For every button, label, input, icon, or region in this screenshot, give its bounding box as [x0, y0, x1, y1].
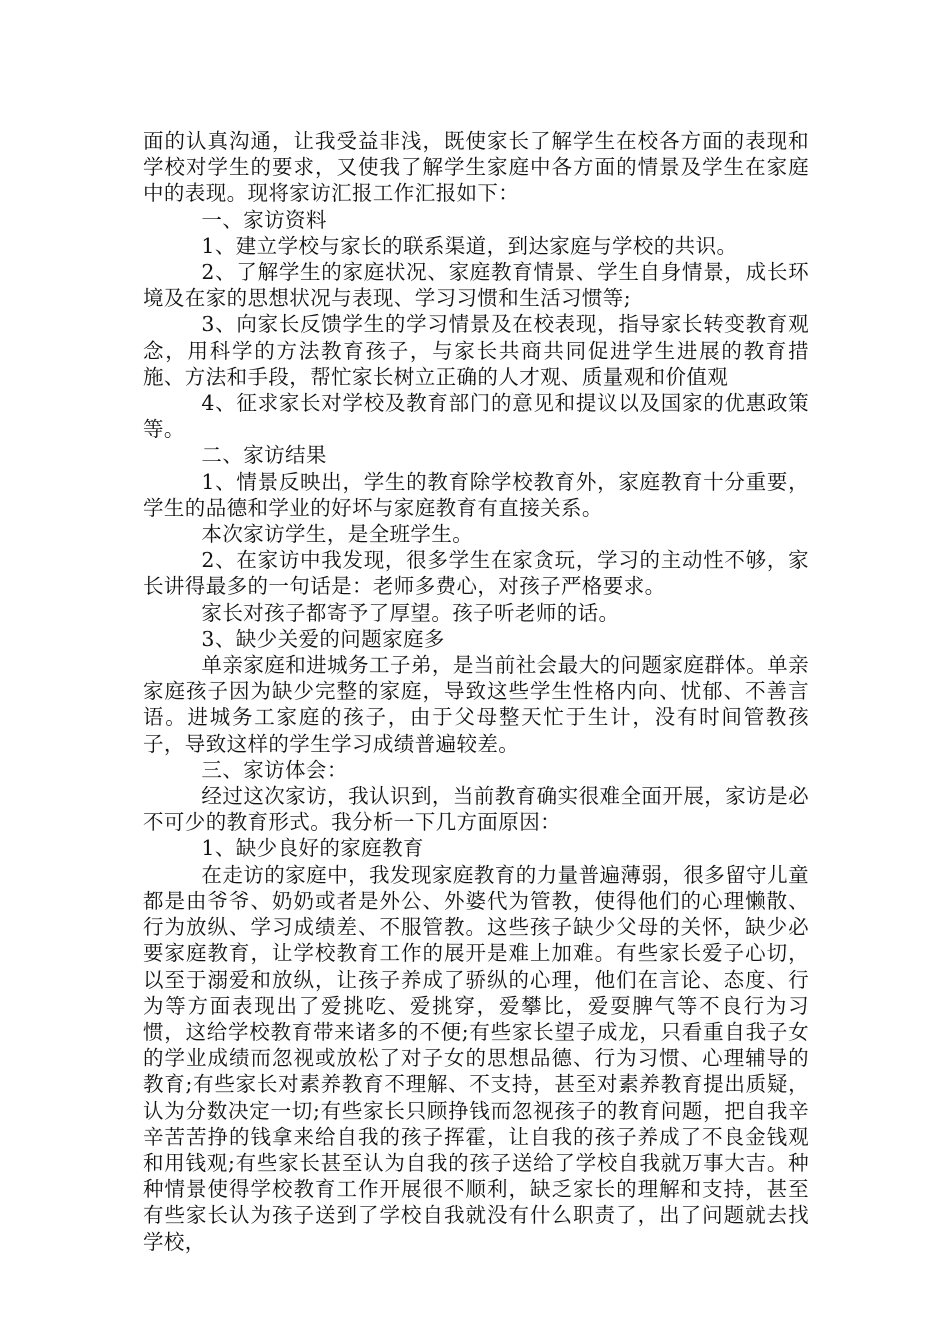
paragraph-family-education: 在走访的家庭中，我发现家庭教育的力量普遍薄弱，很多留守儿童都是由爷爷、奶奶或者是外公、外婆代为管教，使得他们的心理懒散、行为放纵、学习成绩差、不服管教。这些孩子缺少父母的关怀，缺少必要家庭教育，让学校教育工作的展开是难上加难。有些家长爱子心切，以至于溺爱和放纵，让孩子养成了骄纵的心理，他们在言论、态度、行为等方面表现出了爱挑吃、爱挑穿，爱攀比，爱耍脾气等不良行为习惯，这给学校教育带来诸多的不便;有些家长望子成龙，只看重自我子女的学业成绩而忽视或放松了对子女的思想品德、行为习惯、心理辅导的教育;有些家长对素养教育不理解、不支持，甚至对素养教育提出质疑，认为分数决定一切;有些家长只顾挣钱而忽视孩子的教育问题，把自我辛辛苦苦挣的钱拿来给自我的孩子挥霍，让自我的孩子养成了不良金钱观和用钱观;有些家长甚至认为自我的孩子送给了学校自我就万事大吉。种种情景使得学校教育工作开展很不顺利，缺乏家长的理解和支持，甚至有些家长认为孩子送到了学校自我就没有什么职责了，出了问题就去找学校， — [143, 862, 809, 1254]
paragraph-reflection-intro: 经过这次家访，我认识到，当前教育确实很难全面开展，家访是必不可少的教育形式。我分析一下几方面原因： — [143, 784, 809, 835]
paragraph-problem-families: 单亲家庭和进城务工子弟，是当前社会最大的问题家庭群体。单亲家庭孩子因为缺少完整的家庭，导致这些学生性格内向、忧郁、不善言语。进城务工家庭的孩子，由于父母整天忙于生计，没有时间管教孩子，导致这样的学生学习成绩普遍较差。 — [143, 653, 809, 756]
paragraph-intro-continuation: 面的认真沟通，让我受益非浅，既使家长了解学生在校各方面的表现和学校对学生的要求，又使我了解学生家庭中各方面的情景及学生在家庭中的表现。现将家访汇报工作汇报如下： — [143, 129, 809, 206]
paragraph-item-2: 2、了解学生的家庭状况、家庭教育情景、学生自身情景，成长环境及在家的思想状况与表现、学习习惯和生活习惯等; — [143, 260, 809, 311]
document-body — [143, 128, 809, 1255]
paragraph-item-4: 4、征求家长对学校及教育部门的意见和提议以及国家的优惠政策等。 — [143, 391, 809, 442]
section-heading-home-visit-results: 二、家访结果 — [201, 443, 327, 468]
paragraph-item-1: 1、建立学校与家长的联系渠道，到达家庭与学校的共识。 — [201, 233, 738, 258]
subheading-result-3: 3、缺少关爱的问题家庭多 — [201, 626, 445, 651]
section-heading-reflections: 三、家访体会： — [201, 757, 348, 782]
section-heading-home-visit-content: 一、家访资料 — [201, 207, 327, 232]
paragraph-result-1: 1、情景反映出，学生的教育除学校教育外，家庭教育十分重要，学生的品德和学业的好坏与家庭教育有直接关系。 — [143, 469, 809, 520]
subheading-reason-1: 1、缺少良好的家庭教育 — [201, 836, 424, 861]
paragraph-item-3: 3、向家长反馈学生的学习情景及在校表现，指导家长转变教育观念，用科学的方法教育孩子，与家长共商共同促进学生进展的教育措施、方法和手段，帮忙家长树立正确的人才观、质量观和价值观 — [143, 312, 809, 389]
paragraph-parent-expectations: 家长对孩子都寄予了厚望。孩子听老师的话。 — [201, 600, 620, 625]
paragraph-result-2: 2、在家访中我发现，很多学生在家贪玩，学习的主动性不够，家长讲得最多的一句话是：老师多费心，对孩子严格要求。 — [143, 548, 809, 599]
paragraph-visited-students: 本次家访学生，是全班学生。 — [201, 522, 474, 547]
